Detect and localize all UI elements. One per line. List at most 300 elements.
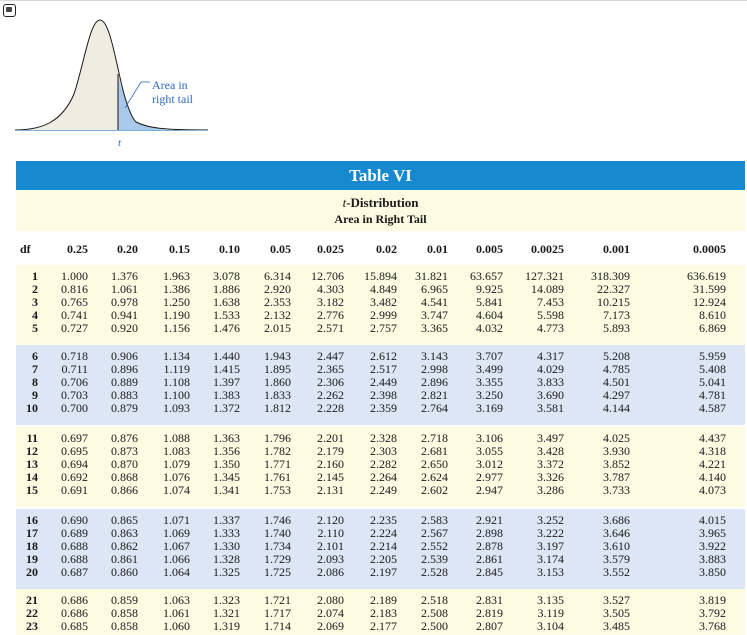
table-row (16, 363, 745, 375)
value-cell: 3.499 (476, 362, 503, 376)
value-cell: 3.792 (699, 606, 726, 620)
value-cell: 3.428 (537, 444, 564, 458)
value-cell: 1.108 (163, 375, 190, 389)
value-cell: 1.533 (213, 308, 240, 322)
value-cell: 1.061 (111, 282, 138, 296)
df-cell: 10 (26, 401, 38, 415)
value-cell: 4.221 (699, 457, 726, 471)
value-cell: 1.734 (264, 539, 291, 553)
value-cell: 2.131 (317, 483, 344, 497)
table-row (16, 620, 745, 632)
distribution-name-t: t (342, 195, 347, 210)
value-cell: 2.977 (476, 470, 503, 484)
value-cell: 0.687 (61, 565, 88, 579)
table-row (16, 607, 745, 619)
table-row (16, 471, 745, 483)
value-cell: 2.528 (421, 565, 448, 579)
value-cell: 3.326 (537, 470, 564, 484)
value-cell: 0.866 (111, 483, 138, 497)
value-cell: 0.873 (111, 444, 138, 458)
value-cell: 1.071 (163, 513, 190, 527)
value-cell: 0.700 (61, 401, 88, 415)
value-cell: 3.707 (476, 349, 503, 363)
top-border (0, 0, 747, 1)
value-cell: 1.337 (213, 513, 240, 527)
df-cell: 13 (26, 457, 38, 471)
value-cell: 3.485 (603, 619, 630, 633)
column-header-row (16, 231, 745, 265)
table-row (16, 309, 745, 321)
value-cell: 2.074 (317, 606, 344, 620)
value-cell: 1.725 (264, 565, 291, 579)
table-row (16, 376, 745, 388)
value-cell: 1.069 (163, 526, 190, 540)
value-cell: 0.686 (61, 606, 88, 620)
table-row (16, 540, 745, 552)
row-group (16, 509, 745, 589)
value-cell: 2.177 (370, 619, 397, 633)
value-cell: 3.104 (537, 619, 564, 633)
value-cell: 4.029 (537, 362, 564, 376)
value-cell: 1.476 (213, 321, 240, 335)
table-row (16, 553, 745, 565)
value-cell: 2.998 (421, 362, 448, 376)
value-cell: 0.858 (111, 619, 138, 633)
column-header: 0.005 (476, 242, 503, 256)
value-cell: 1.721 (264, 593, 291, 607)
value-cell: 2.447 (317, 349, 344, 363)
column-header: 0.20 (117, 242, 138, 256)
value-cell: 15.894 (364, 269, 397, 283)
value-cell: 2.776 (317, 308, 344, 322)
value-cell: 1.771 (264, 457, 291, 471)
value-cell: 1.063 (163, 593, 190, 607)
value-cell: 1.079 (163, 457, 190, 471)
value-cell: 2.214 (370, 539, 397, 553)
value-cell: 0.868 (111, 470, 138, 484)
value-cell: 3.182 (317, 295, 344, 309)
value-cell: 4.303 (317, 282, 344, 296)
value-cell: 0.816 (61, 282, 88, 296)
value-cell: 1.190 (163, 308, 190, 322)
value-cell: 3.505 (603, 606, 630, 620)
value-cell: 2.878 (476, 539, 503, 553)
value-cell: 2.365 (317, 362, 344, 376)
df-cell: 15 (26, 483, 38, 497)
value-cell: 1.067 (163, 539, 190, 553)
value-cell: 2.228 (317, 401, 344, 415)
value-cell: 2.845 (476, 565, 503, 579)
value-cell: 1.363 (213, 431, 240, 445)
value-cell: 318.309 (591, 269, 630, 283)
column-header: 0.001 (603, 242, 630, 256)
value-cell: 3.055 (476, 444, 503, 458)
value-cell: 2.947 (476, 483, 503, 497)
df-cell: 5 (32, 321, 38, 335)
value-cell: 0.941 (111, 308, 138, 322)
value-cell: 2.359 (370, 401, 397, 415)
table-row (16, 484, 745, 496)
value-cell: 1.250 (163, 295, 190, 309)
value-cell: 0.906 (111, 349, 138, 363)
value-cell: 1.833 (264, 388, 291, 402)
value-cell: 3.581 (537, 401, 564, 415)
df-cell: 4 (32, 308, 38, 322)
column-header: 0.05 (270, 242, 291, 256)
value-cell: 10.215 (597, 295, 630, 309)
value-cell: 2.093 (317, 552, 344, 566)
value-cell: 3.252 (537, 513, 564, 527)
value-cell: 3.768 (699, 619, 726, 633)
value-cell: 4.317 (537, 349, 564, 363)
value-cell: 0.694 (61, 457, 88, 471)
value-cell: 1.321 (213, 606, 240, 620)
value-cell: 3.174 (537, 552, 564, 566)
value-cell: 1.440 (213, 349, 240, 363)
value-cell: 1.134 (163, 349, 190, 363)
value-cell: 3.579 (603, 552, 630, 566)
value-cell: 1.796 (264, 431, 291, 445)
value-cell: 6.314 (264, 269, 291, 283)
value-cell: 3.833 (537, 375, 564, 389)
value-cell: 0.865 (111, 513, 138, 527)
area-label-line1: Area in (152, 78, 188, 92)
column-header: 0.25 (67, 242, 88, 256)
value-cell: 4.849 (370, 282, 397, 296)
value-cell: 2.110 (317, 526, 344, 540)
df-cell: 11 (26, 431, 38, 445)
value-cell: 0.697 (61, 431, 88, 445)
value-cell: 1.066 (163, 552, 190, 566)
table-row (16, 527, 745, 539)
value-cell: 3.787 (603, 470, 630, 484)
value-cell: 3.078 (213, 269, 240, 283)
value-cell: 12.924 (693, 295, 726, 309)
row-group (16, 589, 745, 635)
value-cell: 1.717 (264, 606, 291, 620)
value-cell: 5.408 (699, 362, 726, 376)
value-cell: 2.518 (421, 593, 448, 607)
df-cell: 12 (26, 444, 38, 458)
value-cell: 2.353 (264, 295, 291, 309)
value-cell: 3.610 (603, 539, 630, 553)
value-cell: 2.821 (421, 388, 448, 402)
value-cell: 1.323 (213, 593, 240, 607)
value-cell: 2.264 (370, 470, 397, 484)
value-cell: 5.041 (699, 375, 726, 389)
df-cell: 16 (26, 513, 38, 527)
value-cell: 4.785 (603, 362, 630, 376)
value-cell: 3.527 (603, 593, 630, 607)
df-cell: 6 (32, 349, 38, 363)
value-cell: 0.727 (61, 321, 88, 335)
value-cell: 3.482 (370, 295, 397, 309)
value-cell: 2.101 (317, 539, 344, 553)
value-cell: 2.224 (370, 526, 397, 540)
value-cell: 2.080 (317, 593, 344, 607)
value-cell: 4.015 (699, 513, 726, 527)
value-cell: 6.869 (699, 321, 726, 335)
leader-line (125, 82, 141, 108)
df-cell: 7 (32, 362, 38, 376)
value-cell: 1.746 (264, 513, 291, 527)
value-cell: 2.861 (476, 552, 503, 566)
value-cell: 22.327 (597, 282, 630, 296)
area-label (152, 78, 193, 106)
value-cell: 0.703 (61, 388, 88, 402)
value-cell: 2.831 (476, 593, 503, 607)
value-cell: 0.711 (61, 362, 88, 376)
value-cell: 1.333 (213, 526, 240, 540)
table-row (16, 566, 745, 578)
value-cell: 2.807 (476, 619, 503, 633)
value-cell: 3.286 (537, 483, 564, 497)
value-cell: 1.782 (264, 444, 291, 458)
value-cell: 0.741 (61, 308, 88, 322)
value-cell: 4.140 (699, 470, 726, 484)
value-cell: 2.612 (370, 349, 397, 363)
value-cell: 2.015 (264, 321, 291, 335)
value-cell: 2.328 (370, 431, 397, 445)
value-cell: 0.688 (61, 552, 88, 566)
column-header: 0.0005 (693, 242, 726, 256)
value-cell: 1.714 (264, 619, 291, 633)
value-cell: 3.883 (699, 552, 726, 566)
area-in-right-tail-label: Area in Right Tail (334, 212, 427, 226)
value-cell: 2.132 (264, 308, 291, 322)
df-cell: 8 (32, 375, 38, 389)
table-row (16, 389, 745, 401)
table-row (16, 432, 745, 444)
table-row (16, 402, 745, 414)
value-cell: 2.921 (476, 513, 503, 527)
df-cell: 9 (32, 388, 38, 402)
value-cell: 2.681 (421, 444, 448, 458)
value-cell: 5.841 (476, 295, 503, 309)
value-cell: 4.501 (603, 375, 630, 389)
value-cell: 3.106 (476, 431, 503, 445)
table-row (16, 283, 745, 295)
value-cell: 2.718 (421, 431, 448, 445)
value-cell: 3.646 (603, 526, 630, 540)
value-cell: 0.685 (61, 619, 88, 633)
value-cell: 4.437 (699, 431, 726, 445)
df-cell: 14 (26, 470, 38, 484)
value-cell: 0.691 (61, 483, 88, 497)
value-cell: 4.297 (603, 388, 630, 402)
value-cell: 2.999 (370, 308, 397, 322)
value-cell: 2.583 (421, 513, 448, 527)
value-cell: 0.688 (61, 539, 88, 553)
value-cell: 12.706 (311, 269, 344, 283)
value-cell: 3.552 (603, 565, 630, 579)
df-cell: 23 (26, 619, 38, 633)
value-cell: 4.073 (699, 483, 726, 497)
column-header: 0.01 (427, 242, 448, 256)
value-cell: 1.860 (264, 375, 291, 389)
value-cell: 1.325 (213, 565, 240, 579)
value-cell: 1.074 (163, 483, 190, 497)
value-cell: 2.201 (317, 431, 344, 445)
value-cell: 1.761 (264, 470, 291, 484)
value-cell: 3.169 (476, 401, 503, 415)
df-cell: 17 (26, 526, 38, 540)
value-cell: 2.602 (421, 483, 448, 497)
value-cell: 2.249 (370, 483, 397, 497)
df-cell: 20 (26, 565, 38, 579)
value-cell: 2.282 (370, 457, 397, 471)
value-cell: 0.876 (111, 431, 138, 445)
table-row (16, 270, 745, 282)
value-cell: 0.861 (111, 552, 138, 566)
value-cell: 0.686 (61, 593, 88, 607)
table-row (16, 322, 745, 334)
value-cell: 3.690 (537, 388, 564, 402)
value-cell: 1.383 (213, 388, 240, 402)
value-cell: 1.345 (213, 470, 240, 484)
value-cell: 5.893 (603, 321, 630, 335)
value-cell: 0.860 (111, 565, 138, 579)
column-header: 0.10 (219, 242, 240, 256)
value-cell: 3.497 (537, 431, 564, 445)
value-cell: 2.896 (421, 375, 448, 389)
value-cell: 3.153 (537, 565, 564, 579)
value-cell: 1.319 (213, 619, 240, 633)
value-cell: 1.895 (264, 362, 291, 376)
value-cell: 3.686 (603, 513, 630, 527)
value-cell: 3.365 (421, 321, 448, 335)
value-cell: 31.821 (415, 269, 448, 283)
value-cell: 3.197 (537, 539, 564, 553)
value-cell: 4.604 (476, 308, 503, 322)
row-group (16, 345, 745, 425)
value-cell: 2.898 (476, 526, 503, 540)
value-cell: 1.156 (163, 321, 190, 335)
value-cell: 2.764 (421, 401, 448, 415)
value-cell: 3.250 (476, 388, 503, 402)
value-cell: 2.500 (421, 619, 448, 633)
row-group (16, 265, 745, 345)
value-cell: 2.567 (421, 526, 448, 540)
value-cell: 3.355 (476, 375, 503, 389)
value-cell: 2.398 (370, 388, 397, 402)
value-cell: 1.386 (163, 282, 190, 296)
table-subtitle (16, 190, 745, 231)
table-row (16, 350, 745, 362)
value-cell: 2.197 (370, 565, 397, 579)
value-cell: 3.733 (603, 483, 630, 497)
value-cell: 1.330 (213, 539, 240, 553)
value-cell: 0.870 (111, 457, 138, 471)
value-cell: 5.598 (537, 308, 564, 322)
table-title: Table VI (16, 161, 745, 190)
value-cell: 2.086 (317, 565, 344, 579)
value-cell: 0.858 (111, 606, 138, 620)
value-cell: 2.179 (317, 444, 344, 458)
value-cell: 1.638 (213, 295, 240, 309)
table-row (16, 514, 745, 526)
value-cell: 1.729 (264, 552, 291, 566)
value-cell: 0.862 (111, 539, 138, 553)
value-cell: 3.012 (476, 457, 503, 471)
value-cell: 0.765 (61, 295, 88, 309)
value-cell: 0.690 (61, 513, 88, 527)
value-cell: 5.959 (699, 349, 726, 363)
table-row (16, 296, 745, 308)
column-header: 0.0025 (531, 242, 564, 256)
column-header: 0.025 (317, 242, 344, 256)
value-cell: 5.208 (603, 349, 630, 363)
value-cell: 1.083 (163, 444, 190, 458)
value-cell: 1.341 (213, 483, 240, 497)
value-cell: 1.060 (163, 619, 190, 633)
value-cell: 1.100 (163, 388, 190, 402)
value-cell: 1.943 (264, 349, 291, 363)
value-cell: 0.896 (111, 362, 138, 376)
value-cell: 3.922 (699, 539, 726, 553)
value-cell: 0.879 (111, 401, 138, 415)
value-cell: 2.262 (317, 388, 344, 402)
value-cell: 3.965 (699, 526, 726, 540)
value-cell: 127.321 (525, 269, 564, 283)
distribution-name-rest: -Distribution (346, 195, 419, 210)
table-row (16, 445, 745, 457)
value-cell: 3.819 (699, 593, 726, 607)
value-cell: 2.819 (476, 606, 503, 620)
value-cell: 2.120 (317, 513, 344, 527)
value-cell: 0.695 (61, 444, 88, 458)
value-cell: 3.143 (421, 349, 448, 363)
value-cell: 3.747 (421, 308, 448, 322)
value-cell: 4.032 (476, 321, 503, 335)
value-cell: 1.000 (61, 269, 88, 283)
value-cell: 2.508 (421, 606, 448, 620)
value-cell: 7.173 (603, 308, 630, 322)
value-cell: 2.449 (370, 375, 397, 389)
value-cell: 1.350 (213, 457, 240, 471)
area-label-line2: right tail (152, 92, 193, 106)
value-cell: 0.883 (111, 388, 138, 402)
value-cell: 1.886 (213, 282, 240, 296)
value-cell: 1.415 (213, 362, 240, 376)
value-cell: 4.318 (699, 444, 726, 458)
t-axis-label: t (118, 137, 122, 149)
df-cell: 18 (26, 539, 38, 553)
table-row (16, 594, 745, 606)
value-cell: 0.889 (111, 375, 138, 389)
value-cell: 3.222 (537, 526, 564, 540)
value-cell: 636.619 (687, 269, 726, 283)
value-cell: 1.372 (213, 401, 240, 415)
value-cell: 2.160 (317, 457, 344, 471)
value-cell: 1.963 (163, 269, 190, 283)
value-cell: 1.076 (163, 470, 190, 484)
value-cell: 2.183 (370, 606, 397, 620)
value-cell: 0.692 (61, 470, 88, 484)
value-cell: 1.356 (213, 444, 240, 458)
value-cell: 0.718 (61, 349, 88, 363)
value-cell: 8.610 (699, 308, 726, 322)
value-cell: 4.773 (537, 321, 564, 335)
column-header: 0.02 (376, 242, 397, 256)
df-cell: 19 (26, 552, 38, 566)
value-cell: 0.920 (111, 321, 138, 335)
df-cell: 1 (32, 269, 38, 283)
value-cell: 2.306 (317, 375, 344, 389)
value-cell: 2.552 (421, 539, 448, 553)
value-cell: 0.706 (61, 375, 88, 389)
value-cell: 1.397 (213, 375, 240, 389)
